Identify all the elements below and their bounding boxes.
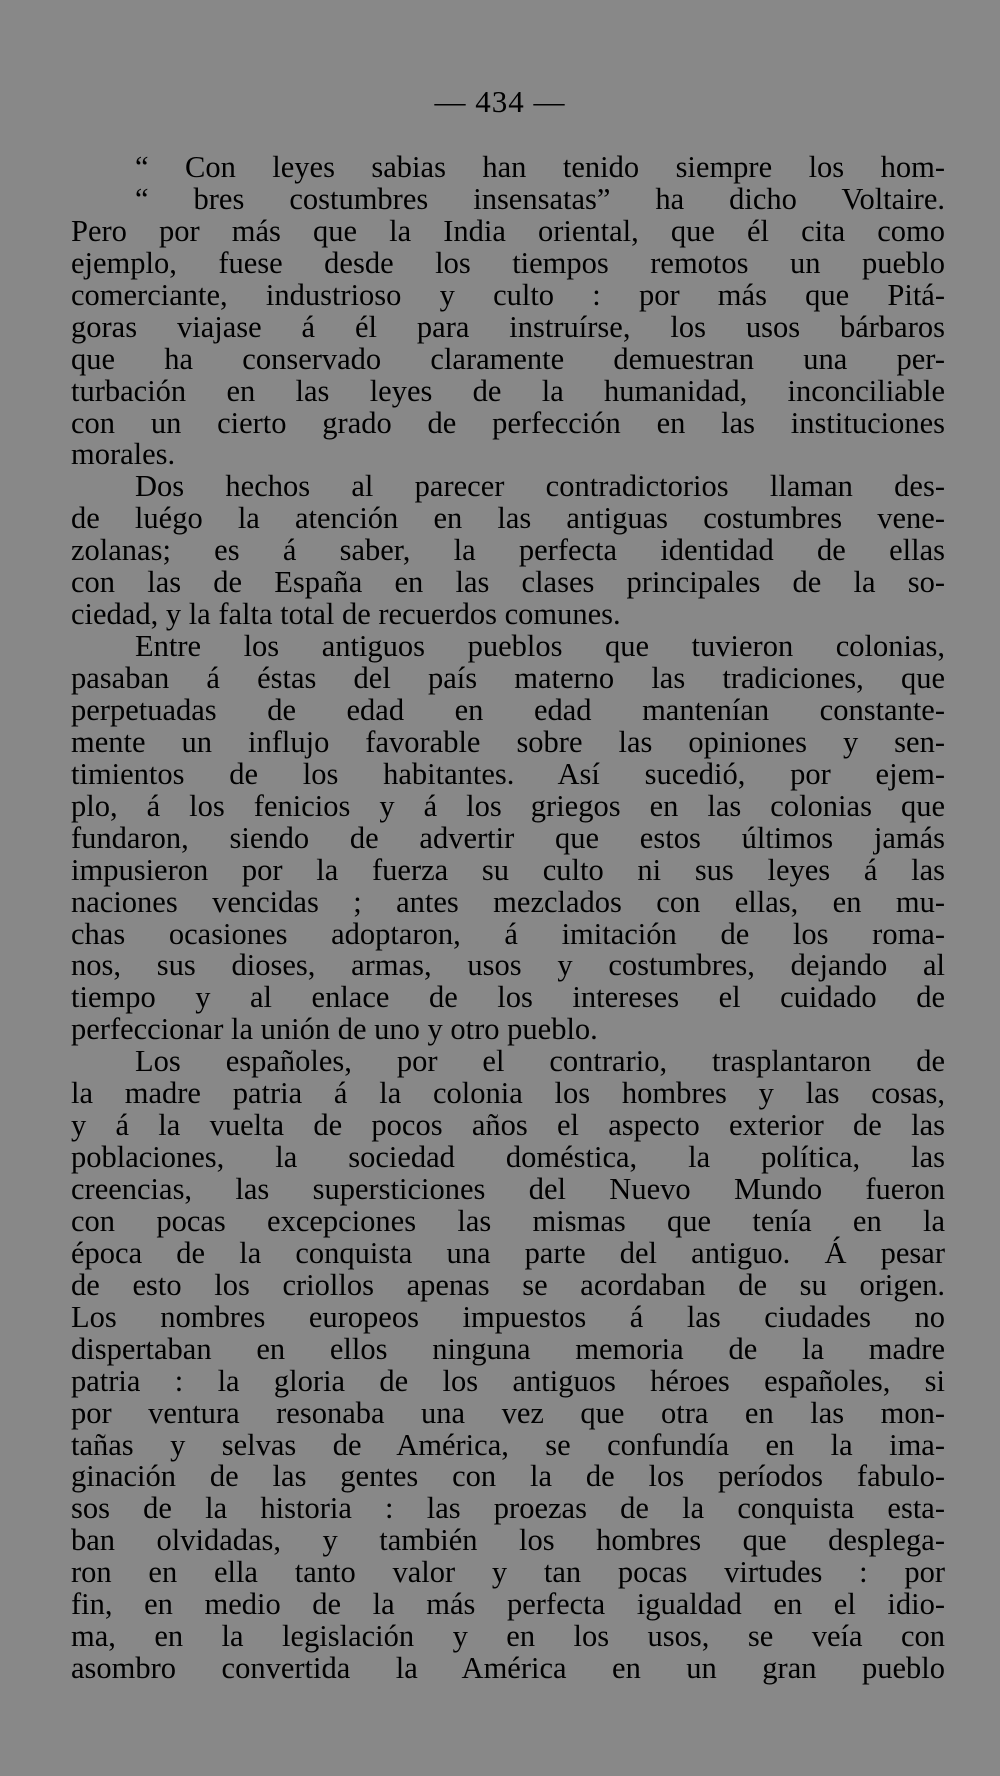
text-line: morales. <box>71 437 176 472</box>
text-line: poblaciones, la sociedad doméstica, la política, las <box>71 1140 945 1175</box>
text-line: ron en ella tanto valor y tan pocas virtudes : por <box>71 1555 945 1590</box>
text-line: perpetuadas de edad en edad mantenían constante- <box>71 692 945 727</box>
text-line: ginación de las gentes con la de los períodos fabulo- <box>71 1459 945 1494</box>
text-line: ma, en la legislación y en los usos, se veía con <box>71 1619 945 1654</box>
text-line: naciones vencidas ; antes mezclados con ellas, en mu- <box>71 884 945 919</box>
text-line: Los nombres europeos impuestos á las ciudades no <box>71 1299 945 1334</box>
text-line: chas ocasiones adoptaron, á imitación de los roma- <box>71 916 945 951</box>
text-line: con pocas excepciones las mismas que tenía en la <box>71 1203 945 1238</box>
text-line: sos de la historia : las proezas de la conquista esta- <box>71 1491 945 1526</box>
text-line: con un cierto grado de perfección en las instituciones <box>71 405 945 440</box>
text-line: de esto los criollos apenas se acordaban de su origen. <box>71 1267 945 1302</box>
text-line: “ Con leyes sabias han tenido siempre los hom- <box>135 150 945 184</box>
text-line: perfeccionar la unión de uno y otro pueblo. <box>71 1012 598 1047</box>
text-line: tiempo y al enlace de los intereses el cuidado de <box>71 980 945 1015</box>
text-line: timientos de los habitantes. Así sucedió, por ejem- <box>71 756 945 791</box>
text-line: la madre patria á la colonia los hombres y las cosas, <box>71 1076 945 1111</box>
page-number: — 434 — <box>434 84 566 119</box>
text-line: dispertaban en ellos ninguna memoria de la madre <box>71 1331 945 1366</box>
text-line: ban olvidadas, y también los hombres que desplega- <box>71 1523 945 1558</box>
body-text <box>71 152 945 1685</box>
text-line: Los españoles, por el contrario, trasplantaron de <box>135 1044 945 1079</box>
text-line: nos, sus dioses, armas, usos y costumbres, dejando al <box>71 948 945 983</box>
text-line: tañas y selvas de América, se confundía en la ima- <box>71 1427 945 1462</box>
text-line: zolanas; es á saber, la perfecta identidad de ellas <box>71 533 945 568</box>
text-line: que ha conservado claramente demuestran una per- <box>71 341 945 376</box>
text-line: patria : la gloria de los antiguos héroes españoles, si <box>71 1363 945 1398</box>
text-line: de luégo la atención en las antiguas costumbres vene- <box>71 501 945 536</box>
text-line: fundaron, siendo de advertir que estos últimos jamás <box>71 820 945 855</box>
text-line: plo, á los fenicios y á los griegos en las colonias que <box>71 788 945 823</box>
text-line: comerciante, industrioso y culto : por más que Pitá- <box>71 277 945 312</box>
text-line: y á la vuelta de pocos años el aspecto exterior de las <box>71 1108 945 1143</box>
text-line: época de la conquista una parte del antiguo. Á pesar <box>71 1235 945 1270</box>
text-line: “ bres costumbres insensatas” ha dicho Voltaire. <box>135 181 945 216</box>
text-line: con las de España en las clases principales de la so- <box>71 565 945 600</box>
text-line: pasaban á éstas del país materno las tradiciones, que <box>71 661 945 695</box>
text-line: impusieron por la fuerza su culto ni sus leyes á las <box>71 852 945 887</box>
text-line: fin, en medio de la más perfecta igualdad en el idio- <box>71 1587 945 1622</box>
text-line: mente un influjo favorable sobre las opiniones y sen- <box>71 724 945 759</box>
text-line: ciedad, y la falta total de recuerdos comunes. <box>71 597 621 632</box>
text-line: ejemplo, fuese desde los tiempos remotos un pueblo <box>71 245 945 280</box>
text-line: creencias, las supersticiones del Nuevo Mundo fueron <box>71 1172 945 1206</box>
text-line: turbación en las leyes de la humanidad, inconciliable <box>71 373 945 408</box>
text-line: goras viajase á él para instruírse, los usos bárbaros <box>71 309 945 344</box>
text-line: por ventura resonaba una vez que otra en las mon- <box>71 1395 945 1430</box>
text-line: Dos hechos al parecer contradictorios llaman des- <box>135 469 945 504</box>
text-line: Pero por más que la India oriental, que él cita como <box>71 213 945 248</box>
text-line: asombro convertida la América en un gran pueblo <box>71 1651 945 1686</box>
text-line: Entre los antiguos pueblos que tuvieron colonias, <box>135 629 945 664</box>
